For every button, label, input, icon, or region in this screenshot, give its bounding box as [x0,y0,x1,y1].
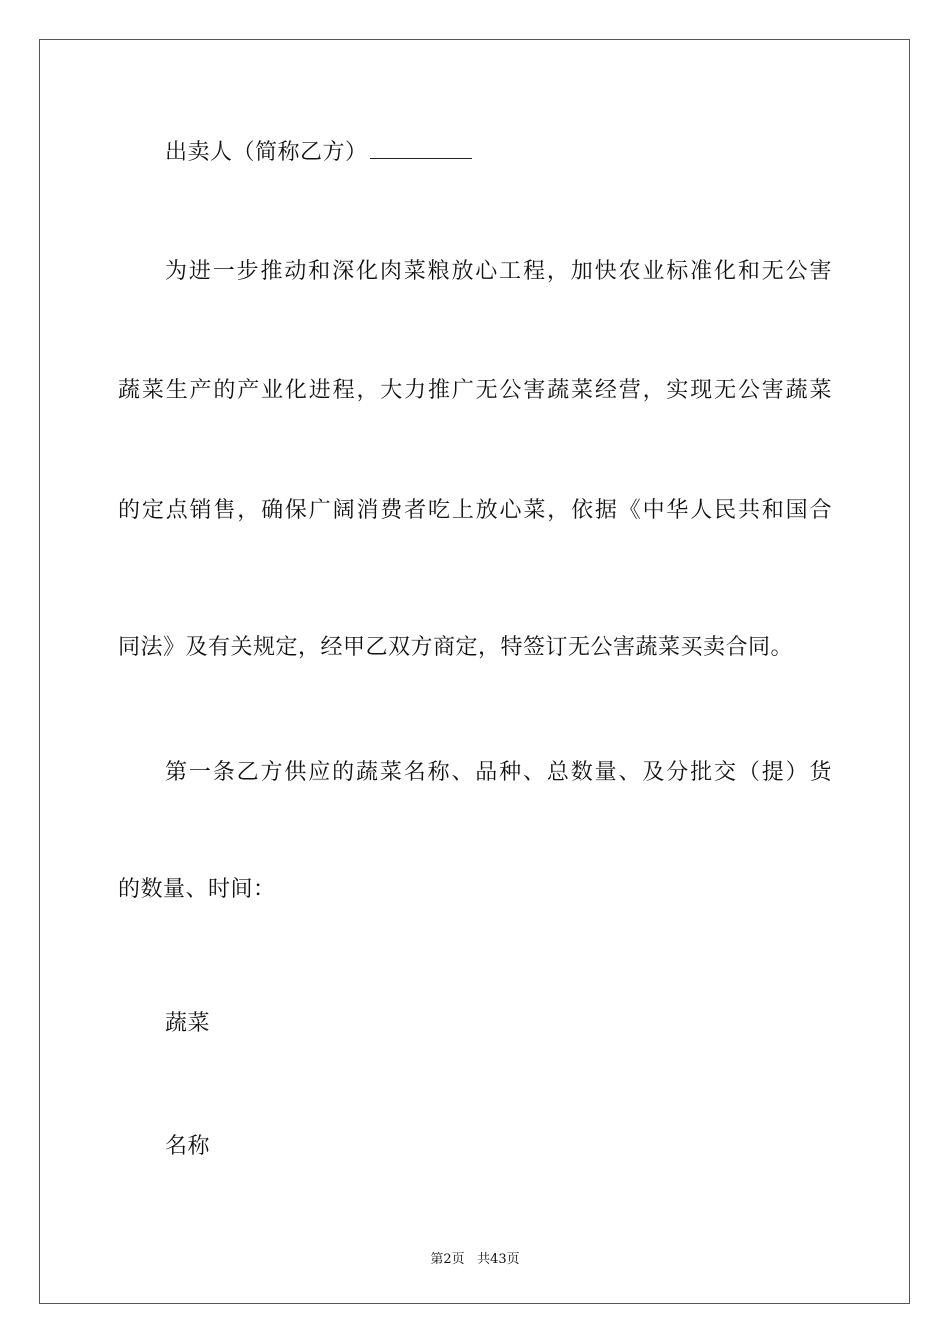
clause-line: 的数量、时间： [118,877,276,902]
paragraph-line: 同法》及有关规定，经甲乙双方商定，特签订无公害蔬菜买卖合同。 [118,635,794,660]
table-header-line: 名称 [165,1134,211,1159]
clause-line: 第一条乙方供应的蔬菜名称、品种、总数量、及分批交（提）货 [165,760,832,785]
page-number: 第2页 [430,1252,465,1267]
page-frame [39,39,910,1304]
paragraph-line: 的定点销售，确保广阔消费者吃上放心菜，依据《中华人民共和国合 [118,498,832,523]
page-total: 共43页 [477,1252,520,1267]
seller-label: 出卖人（简称乙方） [165,140,368,165]
seller-line [165,138,832,167]
paragraph-line: 为进一步推动和深化肉菜粮放心工程，加快农业标准化和无公害 [165,259,832,284]
table-header-line: 蔬菜 [165,1011,211,1036]
paragraph-line: 蔬菜生产的产业化进程，大力推广无公害蔬菜经营，实现无公害蔬菜 [118,378,832,403]
seller-blank [370,138,472,159]
page-footer [0,1248,950,1267]
